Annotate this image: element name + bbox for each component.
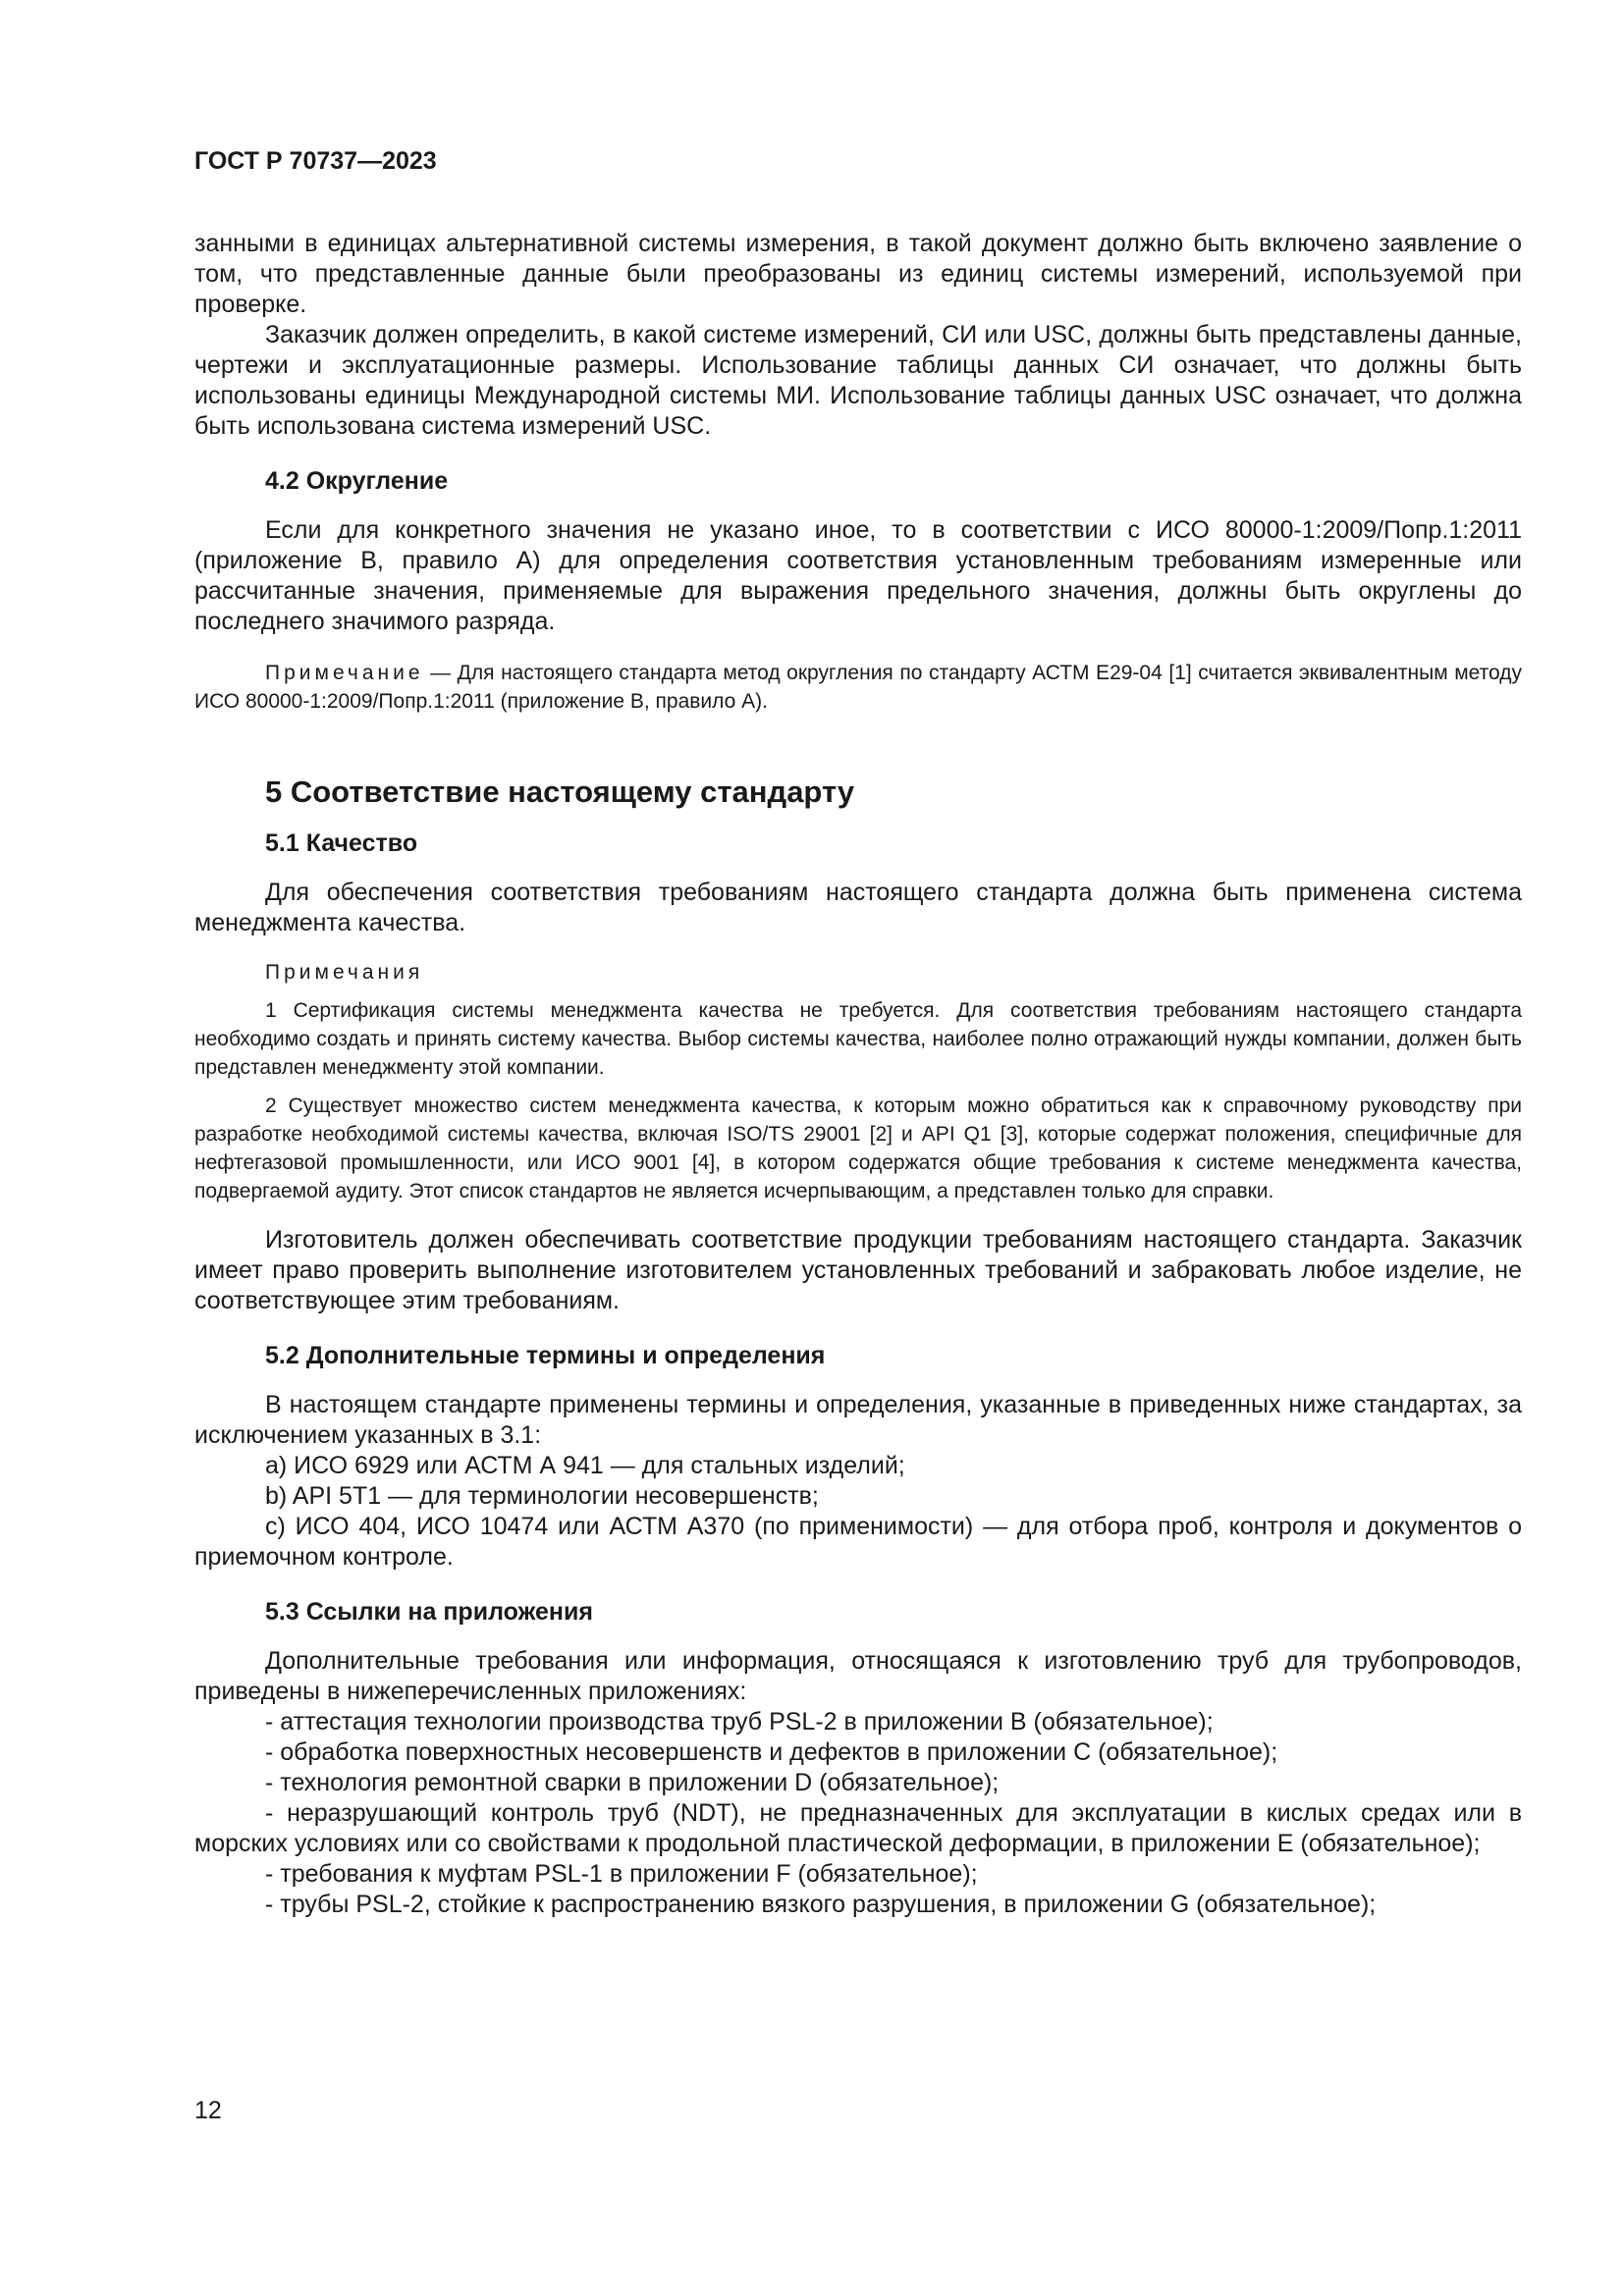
note-label: Примечание: [265, 662, 424, 684]
list-item: - обработка поверхностных несовершенств и дефектов в приложении C (обязательное);: [265, 1738, 1278, 1766]
section-4-2-heading: 4.2 Округление: [265, 467, 449, 495]
list-item: a) ИСО 6929 или АСТМ А 941 — для стальных изделий;: [265, 1452, 905, 1479]
page-number: 12: [194, 2097, 222, 2124]
section-5-2-text: В настоящем стандарте применены термины и определения, указанные в приведенных ниже стандартах, за исключением указанных в 3.1:: [194, 1391, 1522, 1449]
section-5-3-text: Дополнительные требования или информация, относящаяся к изготовлению труб для трубопроводов, приведены в нижеперечисленных приложениях:: [194, 1647, 1522, 1705]
list-item: - требования к муфтам PSL-1 в приложении F (обязательное);: [265, 1860, 978, 1888]
section-5-heading: 5 Соответствие настоящему стандарту: [265, 774, 855, 809]
section-5-3-heading: 5.3 Ссылки на приложения: [265, 1598, 593, 1626]
note-2: 2 Существует множество систем менеджмента качества, к которым можно обратиться как к справочному руководству при разработке необходимой системы качества, включая ISO/TS 29001 [2] и API Q1 [3], которые содержат положения, специфичные для нефтегазовой промышленности, или ИСО 9001 [4], в котором содержатся общие требования к системе менеджмента качества, подвергаемой аудиту. Этот список стандартов не является исчерпывающим, а представлен только для справки.: [194, 1095, 1522, 1202]
section-4-2-text: Если для конкретного значения не указано иное, то в соответствии с ИСО 80000-1:2009/Попр.1:2011 (приложение B, правило A) для определения соответствия установленным требованиям измеренные или рассчитанные значения, применяемые для выражения предельного значения, должны быть округлены до последнего значимого разряда.: [194, 516, 1522, 635]
document-header: ГОСТ Р 70737—2023: [194, 147, 437, 175]
section-5-1-heading: 5.1 Качество: [265, 829, 418, 857]
notes-label: [194, 958, 1522, 987]
section-5-2-heading: 5.2 Дополнительные термины и определения: [265, 1342, 826, 1369]
section-5-1-text: Для обеспечения соответствия требованиям настоящего стандарта должна быть применена система менеджмента качества.: [194, 879, 1522, 936]
paragraph-measurement-system: Заказчик должен определить, в какой системе измерений, СИ или USC, должны быть представлены данные, чертежи и эксплуатационные размеры. Использование таблицы данных СИ означает, что должны быть использованы единицы Международной системы МИ. Использование таблицы данных USC означает, что должна быть использована система измерений USC.: [194, 321, 1522, 440]
list-item: - трубы PSL-2, стойкие к распространению вязкого разрушения, в приложении G (обязательное);: [265, 1891, 1377, 1918]
page-content: [194, 147, 1522, 1920]
note-text: — Для настоящего стандарта метод округления по стандарту АСТМ Е29-04 [1] считается эквивалентным методу ИСО 80000-1:2009/Попр.1:2011 (приложение B, правило A).: [194, 662, 1522, 713]
list-item: - неразрушающий контроль труб (NDT), не предназначенных для эксплуатации в кислых средах или в морских условиях или со свойствами к продольной пластической деформации, в приложении E (обязательное);: [194, 1799, 1522, 1857]
section-5-1-text-2: Изготовитель должен обеспечивать соответствие продукции требованиям настоящего стандарта. Заказчик имеет право проверить выполнение изготовителем установленных требований и забраковать любое изделие, не соответствующее этим требованиям.: [194, 1226, 1522, 1314]
list-item: b) API 5T1 — для терминологии несовершенств;: [265, 1482, 819, 1510]
list-item: - аттестация технологии производства труб PSL-2 в приложении B (обязательное);: [265, 1708, 1214, 1735]
list-item: c) ИСО 404, ИСО 10474 или АСТМ А370 (по применимости) — для отбора проб, контроля и документов о приемочном контроле.: [194, 1513, 1522, 1571]
list-item: - технология ремонтной сварки в приложении D (обязательное);: [265, 1769, 1000, 1796]
note-1: 1 Сертификация системы менеджмента качества не требуется. Для соответствия требованиям настоящего стандарта необходимо создать и принять систему качества. Выбор системы качества, наиболее полно отражающий нужды компании, должен быть представлен менеджменту этой компании.: [194, 999, 1522, 1079]
section-4-2-note: [194, 659, 1522, 716]
paragraph-continuation: занными в единицах альтернативной системы измерения, в такой документ должно быть включено заявление о том, что представленные данные были преобразованы из единиц системы измерений, используемой при проверке.: [194, 230, 1522, 318]
notes-label-text: Примечания: [265, 961, 424, 984]
